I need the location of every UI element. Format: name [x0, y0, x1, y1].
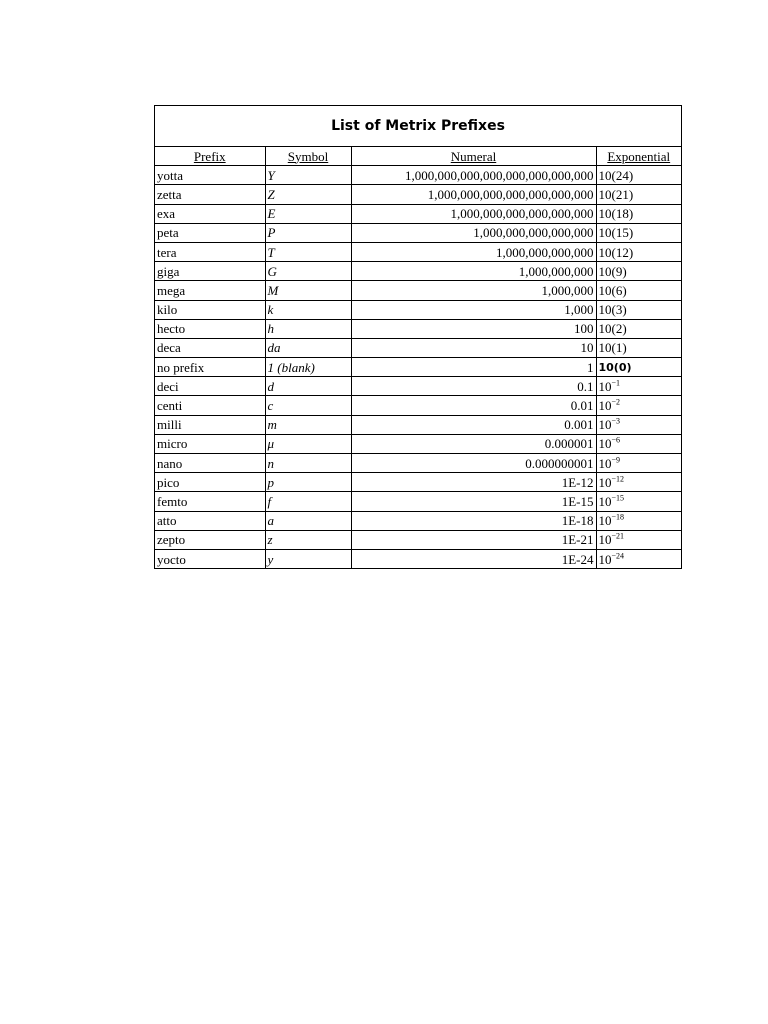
- header-row: [155, 147, 681, 166]
- prefix-cell: tera: [155, 242, 265, 261]
- prefix-cell: milli: [155, 415, 265, 434]
- table-row: [155, 434, 681, 453]
- numeral-cell: 1,000,000,000,000,000,000,000,000: [351, 166, 596, 185]
- prefix-table: [155, 147, 681, 568]
- table-row: [155, 242, 681, 261]
- numeral-cell: 0.1: [351, 377, 596, 396]
- prefix-cell: micro: [155, 434, 265, 453]
- numeral-cell: 1,000,000,000,000,000: [351, 223, 596, 242]
- exponential-base: 10(12): [598, 244, 634, 260]
- prefix-cell: no prefix: [155, 358, 265, 377]
- exponential-cell: [596, 166, 681, 185]
- exponential-cell: [596, 454, 681, 473]
- exponential-base: 10(15): [598, 225, 634, 241]
- table-row: [155, 377, 681, 396]
- symbol-cell: a: [265, 511, 351, 530]
- exponential-cell: [596, 185, 681, 204]
- exponential-superscript: −12: [611, 474, 625, 484]
- exponential-base: 10: [598, 474, 612, 490]
- prefix-cell: yotta: [155, 166, 265, 185]
- header-numeral: Numeral: [351, 147, 596, 166]
- table-row: [155, 415, 681, 434]
- prefix-cell: centi: [155, 396, 265, 415]
- exponential-superscript: −6: [611, 436, 621, 446]
- prefix-cell: peta: [155, 223, 265, 242]
- symbol-cell: y: [265, 549, 351, 568]
- exponential-base: 10: [598, 417, 612, 433]
- exponential-superscript: −18: [611, 512, 625, 522]
- prefix-cell: zetta: [155, 185, 265, 204]
- numeral-cell: 1,000,000,000,000,000,000,000: [351, 185, 596, 204]
- exponential-superscript: −1: [611, 378, 621, 388]
- numeral-cell: 1,000: [351, 300, 596, 319]
- exponential-base: 10(6): [598, 282, 627, 298]
- exponential-base: 10(18): [598, 206, 634, 222]
- exponential-cell: [596, 319, 681, 338]
- table-row: [155, 166, 681, 185]
- symbol-cell: da: [265, 338, 351, 357]
- symbol-cell: z: [265, 530, 351, 549]
- symbol-cell: E: [265, 204, 351, 223]
- symbol-cell: n: [265, 454, 351, 473]
- numeral-cell: 1E-24: [351, 549, 596, 568]
- exponential-base: 10(0): [598, 360, 632, 374]
- table-row: [155, 549, 681, 568]
- exponential-cell: [596, 358, 681, 377]
- prefix-cell: pico: [155, 473, 265, 492]
- symbol-cell: p: [265, 473, 351, 492]
- table-row: [155, 262, 681, 281]
- exponential-base: 10(2): [598, 321, 627, 337]
- prefix-cell: giga: [155, 262, 265, 281]
- table-row: [155, 319, 681, 338]
- prefix-cell: kilo: [155, 300, 265, 319]
- table-row: [155, 396, 681, 415]
- exponential-base: 10(1): [598, 340, 627, 356]
- exponential-cell: [596, 415, 681, 434]
- exponential-cell: [596, 338, 681, 357]
- prefix-cell: mega: [155, 281, 265, 300]
- prefix-cell: femto: [155, 492, 265, 511]
- prefix-cell: deci: [155, 377, 265, 396]
- numeral-cell: 1,000,000,000,000,000,000: [351, 204, 596, 223]
- symbol-cell: 1 (blank): [265, 358, 351, 377]
- prefix-cell: exa: [155, 204, 265, 223]
- symbol-cell: m: [265, 415, 351, 434]
- exponential-superscript: −24: [611, 551, 625, 561]
- symbol-cell: k: [265, 300, 351, 319]
- header-prefix: Prefix: [155, 147, 265, 166]
- symbol-cell: f: [265, 492, 351, 511]
- symbol-cell: μ: [265, 434, 351, 453]
- prefix-cell: deca: [155, 338, 265, 357]
- exponential-base: 10: [598, 398, 612, 414]
- table-row: [155, 300, 681, 319]
- exponential-cell: [596, 300, 681, 319]
- numeral-cell: 1E-12: [351, 473, 596, 492]
- exponential-base: 10: [598, 551, 612, 567]
- exponential-base: 10(9): [598, 263, 627, 279]
- table-row: [155, 492, 681, 511]
- exponential-cell: [596, 262, 681, 281]
- table-row: [155, 473, 681, 492]
- table-row: [155, 204, 681, 223]
- exponential-cell: [596, 530, 681, 549]
- table-row: [155, 530, 681, 549]
- prefix-cell: nano: [155, 454, 265, 473]
- exponential-cell: [596, 473, 681, 492]
- table-row: [155, 338, 681, 357]
- symbol-cell: h: [265, 319, 351, 338]
- exponential-base: 10: [598, 455, 612, 471]
- exponential-base: 10(3): [598, 302, 627, 318]
- exponential-cell: [596, 549, 681, 568]
- exponential-cell: [596, 434, 681, 453]
- exponential-base: 10(21): [598, 186, 634, 202]
- table-row: [155, 454, 681, 473]
- exponential-base: 10: [598, 378, 612, 394]
- table-row: [155, 358, 681, 377]
- symbol-cell: T: [265, 242, 351, 261]
- exponential-cell: [596, 377, 681, 396]
- symbol-cell: Y: [265, 166, 351, 185]
- exponential-superscript: −2: [611, 397, 621, 407]
- exponential-superscript: −9: [611, 455, 621, 465]
- numeral-cell: 0.000000001: [351, 454, 596, 473]
- numeral-cell: 1,000,000: [351, 281, 596, 300]
- exponential-cell: [596, 242, 681, 261]
- table-row: [155, 185, 681, 204]
- prefix-cell: atto: [155, 511, 265, 530]
- exponential-cell: [596, 511, 681, 530]
- symbol-cell: d: [265, 377, 351, 396]
- exponential-base: 10: [598, 493, 612, 509]
- exponential-cell: [596, 396, 681, 415]
- prefix-table-sheet: [154, 105, 682, 569]
- symbol-cell: G: [265, 262, 351, 281]
- exponential-superscript: −3: [611, 416, 621, 426]
- prefix-cell: hecto: [155, 319, 265, 338]
- exponential-cell: [596, 223, 681, 242]
- symbol-cell: Z: [265, 185, 351, 204]
- table-row: [155, 511, 681, 530]
- numeral-cell: 0.01: [351, 396, 596, 415]
- exponential-superscript: −15: [611, 493, 625, 503]
- exponential-base: 10: [598, 436, 612, 452]
- numeral-cell: 1,000,000,000: [351, 262, 596, 281]
- numeral-cell: 0.000001: [351, 434, 596, 453]
- exponential-base: 10: [598, 513, 612, 529]
- header-symbol: Symbol: [265, 147, 351, 166]
- exponential-cell: [596, 492, 681, 511]
- exponential-cell: [596, 204, 681, 223]
- prefix-cell: yocto: [157, 551, 186, 567]
- symbol-cell: P: [265, 223, 351, 242]
- symbol-cell: c: [265, 396, 351, 415]
- symbol-cell: M: [265, 281, 351, 300]
- numeral-cell: 1,000,000,000,000: [351, 242, 596, 261]
- prefix-cell: zepto: [155, 530, 265, 549]
- table-row: [155, 223, 681, 242]
- table-body: [155, 166, 681, 568]
- table-title: List of Metrix Prefixes: [155, 106, 681, 147]
- numeral-cell: 1E-15: [351, 492, 596, 511]
- exponential-cell: [596, 281, 681, 300]
- numeral-cell: 1E-21: [351, 530, 596, 549]
- exponential-base: 10(24): [598, 167, 634, 183]
- numeral-cell: 1E-18: [351, 511, 596, 530]
- header-exponential: Exponential: [596, 147, 681, 166]
- table-row: [155, 281, 681, 300]
- numeral-cell: 10: [351, 338, 596, 357]
- exponential-superscript: −21: [611, 532, 625, 542]
- exponential-base: 10: [598, 532, 612, 548]
- numeral-cell: 1: [351, 358, 596, 377]
- numeral-cell: 0.001: [351, 415, 596, 434]
- numeral-cell: 100: [351, 319, 596, 338]
